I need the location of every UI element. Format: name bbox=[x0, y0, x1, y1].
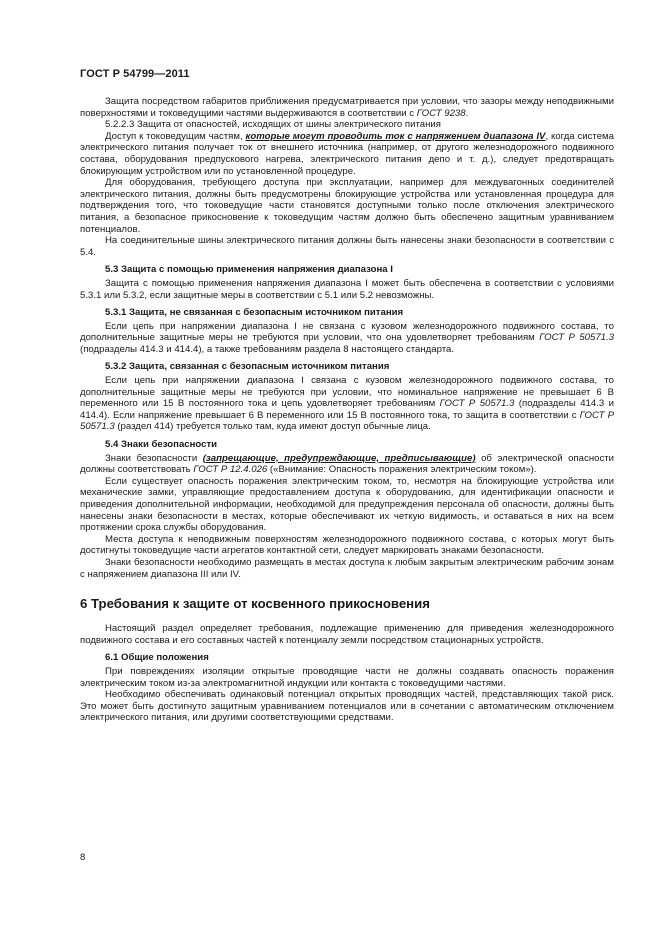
paragraph-clearance bbox=[80, 96, 614, 119]
page-number: 8 bbox=[80, 852, 86, 863]
paragraph-signs bbox=[80, 453, 614, 476]
paragraph-zones: Знаки безопасности необходимо размещать в местах доступа к любым закрытым электрическим рабочим зонам с напряжением диапазона III или IV. bbox=[80, 556, 614, 580]
gost-reference: ГОСТ 9238 bbox=[416, 107, 466, 119]
paragraph-equipment: Для оборудования, требующего доступа при эксплуатации, например для междувагонных соединителей электрического питания, должны быть предусмотрены блокирующие устройства или установленная процедура для подтверждения того, что токоведущие части становятся доступными только после отключения электрического питания, а безопасное прикосновение к токоведущим частям должно быть обеспечено защитным уравниванием потенциалов. bbox=[80, 177, 614, 235]
text: об электрической опасности должны соответствовать bbox=[80, 452, 614, 476]
heading-section-6: 6 Требования к защите от косвенного прикосновения bbox=[80, 596, 430, 612]
emphasis-text: которые могут проводить ток с напряжением диапазона IV bbox=[245, 130, 546, 142]
paragraph-access-points: Места доступа к неподвижным поверхностям железнодорожного подвижного состава, с которых могут быть достигнуты токоведущие части агрегатов контактной сети, следует маркировать знаками безопасности. bbox=[80, 533, 614, 557]
gost-reference: ГОСТ Р 50571.3 bbox=[439, 398, 515, 410]
heading-5-3-2: 5.3.2 Защита, связанная с безопасным источником питания bbox=[105, 361, 390, 373]
paragraph-section-6: Настоящий раздел определяет требования, подлежащие применению для приведения железнодорожного подвижного состава и его составных частей к потенциалу земли посредством стационарных устройств. bbox=[80, 623, 614, 646]
heading-5-4: 5.4 Знаки безопасности bbox=[105, 439, 218, 451]
text: (подразделы 414.3 и 414.4), а также требованиям раздела 8 настоящего стандарта. bbox=[80, 343, 455, 355]
paragraph-insulation: При повреждениях изоляции открытые проводящие части не должны создавать опасность поражения электрическим током из-за электромагнитной индукции или контакта с токоведущими частями. bbox=[80, 665, 614, 689]
text: Если цепь при напряжении диапазона I не связана с кузовом железнодорожного подвижного состава, то дополнительные защитные меры не требуются при условии, что она удовлетворяет требованиям bbox=[80, 320, 614, 344]
standard-header: ГОСТ Р 54799—2011 bbox=[80, 68, 190, 80]
text: Доступ к токоведущим частям, bbox=[105, 130, 246, 142]
paragraph-busbars: На соединительные шины электрического питания должны быть нанесены знаки безопасности в соответствии с 5.4. bbox=[80, 235, 614, 258]
gost-reference: ГОСТ Р 50571.3 bbox=[80, 409, 614, 433]
gost-reference: ГОСТ Р 12.4.026 bbox=[193, 464, 268, 476]
text: (раздел 414) требуется только там, куда имеют доступ обычные лица. bbox=[114, 421, 431, 433]
text: Если цепь при напряжении диапазона I связана с кузовом железнодорожного подвижного состава, то дополнительные защитные меры не требуются при условии, что номинальное напряжение не превышает 6 В переменного или 15 В постоянного тока и цепь удовлетворяет требованиям bbox=[80, 375, 614, 410]
text: Защита посредством габаритов приближения предусматривается при условии, что зазоры между неподвижными поверхностями и токоведущими частями выдерживаются в соответствии с bbox=[80, 96, 614, 119]
text: (подразделы 414.3 и 414.4). Если напряжение превышает 6 В переменного или 15 В постоянного тока, то защита в соответствии с bbox=[80, 398, 614, 421]
heading-5-3-1: 5.3.1 Защита, не связанная с безопасным источником питания bbox=[105, 307, 404, 319]
paragraph-5-3-2 bbox=[80, 375, 614, 433]
text: , когда система электрического питания получает ток от внешнего источника (например, от другого железнодорожного подвижного состава, оборудования предпускового нагрева, электрического питания депо и т. д.), следует предотвращать блокирующим устройством или по установленной процедуре. bbox=[80, 130, 614, 177]
subsection-5-2-2-3: 5.2.2.3 Защита от опасностей, исходящих от шины электрического питания bbox=[105, 119, 441, 131]
paragraph-access bbox=[80, 131, 614, 177]
paragraph-5-3: Защита с помощью применения напряжения диапазона I может быть обеспечена в соответствии с условиями 5.3.1 или 5.3.2, если защитные меры в соответствии с 5.1 или 5.2 невозможны. bbox=[80, 277, 614, 301]
text: («Внимание: Опасность поражения электрическим током»). bbox=[267, 464, 537, 476]
paragraph-potential: Необходимо обеспечивать одинаковый потенциал открытых проводящих частей, представляющих такой риск. Это может быть достигнуто защитным уравниванием потенциалов или в сочетании с автоматическим отключением электрического питания, или другими соответствующими средствами. bbox=[80, 689, 614, 724]
heading-5-3: 5.3 Защита с помощью применения напряжения диапазона I bbox=[105, 264, 393, 276]
document-page bbox=[80, 68, 614, 724]
gost-reference: ГОСТ Р 50571.3 bbox=[539, 332, 614, 344]
emphasis-text: (запрещающие, предупреждающие, предписывающие) bbox=[202, 452, 476, 464]
heading-6-1: 6.1 Общие положения bbox=[105, 652, 209, 664]
text: . bbox=[465, 107, 469, 119]
paragraph-danger: Если существует опасность поражения электрическим током, то, несмотря на блокирующие устройства или механические замки, управляющие предоставлением доступа к оборудованию, для идентификации опасности и приведения дополнительной информации, необходимой для предупреждения персонала об опасности, должны быть нанесены знаки безопасности в местах, которые обеспечивают их четкую видимость, и оставаться в них на всем протяжении срока службы оборудования. bbox=[80, 475, 614, 534]
text: Знаки безопасности bbox=[105, 452, 203, 464]
paragraph-5-3-1 bbox=[80, 321, 614, 356]
